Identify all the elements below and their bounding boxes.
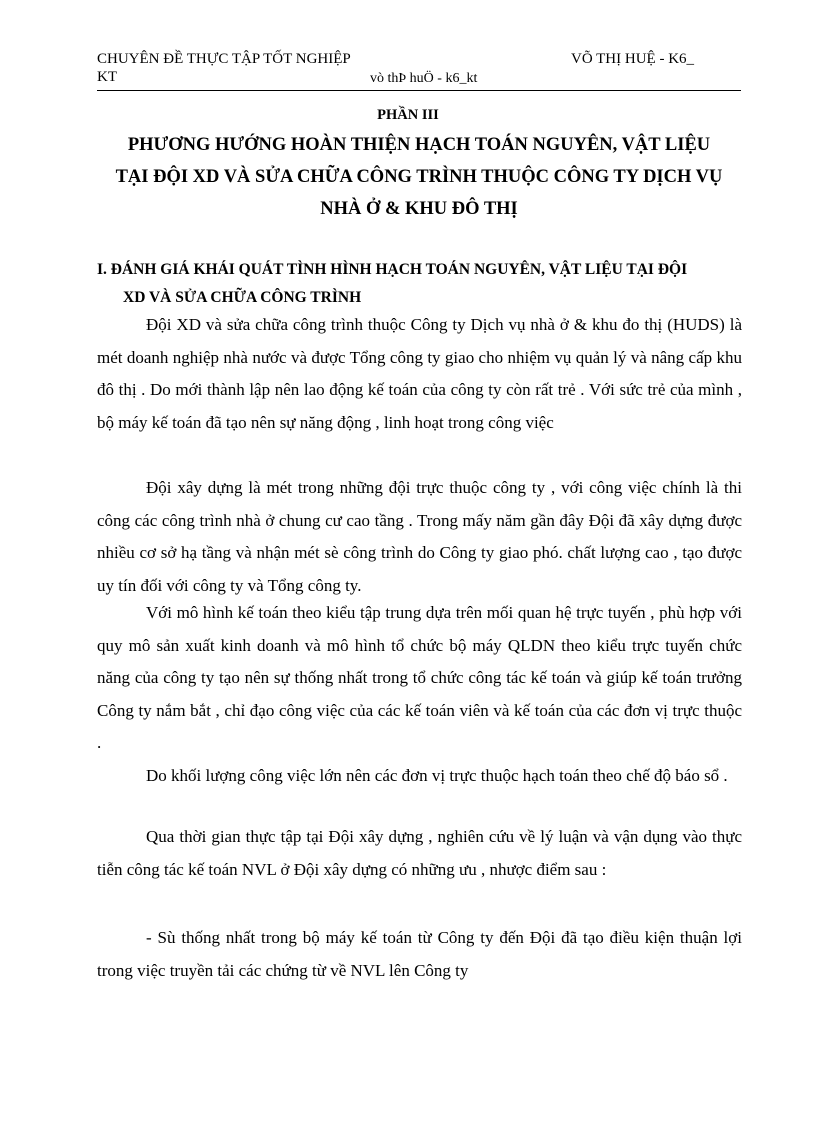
chapter-title-line: TẠI ĐỘI XD VÀ SỬA CHỮA CÔNG TRÌNH THUỘC CÔNG TY DỊCH VỤ <box>115 167 723 187</box>
body-paragraph: - Sù thống nhất trong bộ máy kế toán từ Công ty đến Đội đã tạo điều kiện thuận lợi trong việc truyền tải các chứng từ về NVL lên Công ty <box>97 928 742 980</box>
body-paragraph: Qua thời gian thực tập tại Đội xây dựng , nghiên cứu về lý luận và vận dụng vào thực tiễn công tác kế toán NVL ở Đội xây dựng có những ưu , nhược điểm sau : <box>97 827 742 879</box>
page-header <box>97 50 741 91</box>
section-heading-line: XD VÀ SỬA CHỮA CÔNG TRÌNH <box>123 289 362 306</box>
body-paragraph: Đội XD và sửa chữa công trình thuộc Công ty Dịch vụ nhà ở & khu đo thị (HUDS) là mét doanh nghiệp nhà nước và được Tổng công ty giao cho nhiệm vụ quản lý và nâng cấp khu đô thị . Do mới thành lập nên lao động kế toán của công ty còn rất trẻ . Với sức trẻ của mình , bộ máy kế toán đã tạo nên sự năng động , linh hoạt trong công việc <box>97 315 742 432</box>
section-heading <box>97 256 742 312</box>
body-paragraph: Do khối lượng công việc lớn nên các đơn vị trực thuộc hạch toán theo chế độ báo sổ . <box>146 766 728 785</box>
header-author: VÕ THỊ HUỆ - K6_ <box>571 51 695 67</box>
chapter-title-line: PHƯƠNG HƯỚNG HOÀN THIỆN HẠCH TOÁN NGUYÊN, VẬT LIỆU <box>127 135 711 155</box>
section-heading-line: I. ĐÁNH GIÁ KHÁI QUÁT TÌNH HÌNH HẠCH TOÁN NGUYÊN, VẬT LIỆU TẠI ĐỘI <box>97 261 688 278</box>
body-paragraph: Với mô hình kế toán theo kiểu tập trung dựa trên mối quan hệ trực tuyến , phù hợp với quy mô sản xuất kinh doanh và mô hình tổ chức bộ máy QLDN theo kiểu trực tuyến chức năng của công ty tạo nên sự thống nhất trong tổ chức công tác kế toán và giúp kế toán trưởng Công ty nắm bắt , chỉ đạo công việc của các kế toán viên và kế toán của các đơn vị trực thuộc . <box>97 603 742 753</box>
part-label: PHẦN III <box>377 107 439 123</box>
header-document-title: CHUYÊN ĐỀ THỰC TẬP TỐT NGHIỆP <box>97 51 351 67</box>
chapter-title <box>97 129 741 225</box>
header-author-continuation: KT <box>97 69 117 85</box>
body-paragraph: Đội xây dựng là mét trong những đội trực thuộc công ty , với công việc chính là thi công các công trình nhà ở chung cư cao tầng . Trong mấy năm gần đây Đội đã xây dựng được nhiều cơ sở hạ tầng và nhận mét sè công trình do Công ty giao phó. chất lượng cao , tạo được uy tín đối với công ty và Tổng công ty. <box>97 478 742 595</box>
header-center-text: vò thÞ huÖ - k6_kt <box>370 71 478 86</box>
chapter-title-line: NHÀ Ở & KHU ĐÔ THỊ <box>320 199 518 219</box>
